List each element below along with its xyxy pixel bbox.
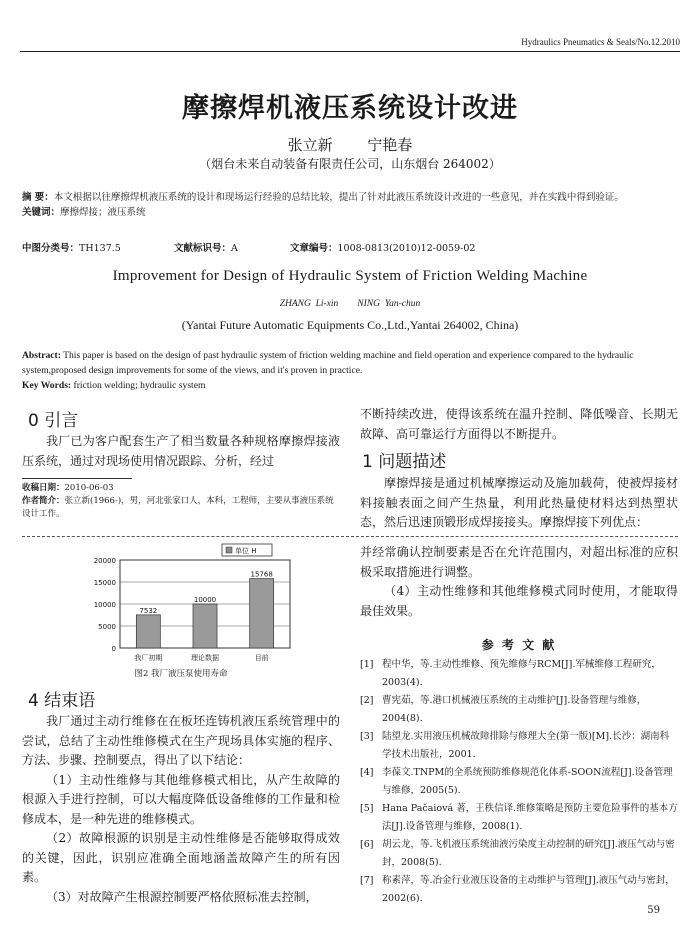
received-label: 收稿日期：: [22, 483, 65, 493]
references-list: [360, 656, 678, 908]
reference-item: [360, 764, 678, 800]
x-tick-label: 目前: [254, 654, 269, 662]
keywords-cn-label: 关键词：: [22, 207, 61, 218]
abstract-cn-text: 本文根据以往摩擦焊机液压系统的设计和现场运行经验的总结比较，提出了针对此液压系统设计改进的一些意见，并在实践中得到验证。: [53, 192, 624, 203]
x-tick-label: 理论数据: [191, 654, 219, 662]
reference-item: [360, 728, 678, 764]
classification-value: TH137.5: [79, 243, 121, 254]
section0-heading: 0 引言: [28, 411, 79, 431]
section1-para: 摩擦焊接是通过机械摩擦运动及施加载荷，使被焊接材料接触表面之间产生热量，利用此热量使材料达到热塑状态，然后迅速顶锻形成焊接接头。摩擦焊接下列优点：: [360, 476, 678, 529]
header-rule: [20, 51, 680, 52]
reference-text: 曹宪茹，等.港口机械液压系统的主动维护[J].设备管理与维修，2004(8).: [382, 695, 647, 724]
chart-figure: [80, 542, 300, 682]
bar: [250, 579, 274, 648]
abstract-cn: [22, 190, 678, 220]
chart-caption: 图2 我厂液压泵使用寿命: [134, 669, 228, 679]
paper-title: 摩擦焊机液压系统设计改进: [182, 93, 518, 124]
abstract-en-text: This paper is based on the design of past hydraulic system of friction welding machine and field operation and experience compared to the hydraulic system,proposed design improvements for some of the views, and it's proven in practice.: [22, 350, 634, 376]
reference-number: [5]: [360, 803, 374, 814]
y-tick-label: 20000: [93, 557, 116, 565]
reference-number: [3]: [360, 731, 374, 742]
author-bio-label: 作者简介：: [22, 496, 65, 506]
y-tick-label: 10000: [93, 601, 116, 609]
y-tick-label: 15000: [93, 579, 116, 587]
references-heading: 参 考 文 献: [481, 638, 557, 652]
keywords-cn-text: 摩擦焊接；液压系统: [60, 207, 146, 218]
right-lower-para-1: 并经常确认控制要素是否在允许范围内，对超出标准的应积极采取措施进行调整。: [360, 545, 678, 579]
classification-label: 中图分类号：: [22, 243, 80, 254]
author-bio-text: 张立新(1966-)，男，河北张家口人，本科，工程师，主要从事液压系统设计工作。: [22, 496, 334, 519]
legend-swatch: [226, 547, 232, 553]
right-lower-body: [360, 543, 678, 621]
abstract-en-label: Abstract:: [22, 350, 61, 361]
reference-text: 胡云龙，等.飞机液压系统油液污染度主动控制的研究[J].液压气动与密封，2008(5).: [382, 839, 675, 868]
reference-item: [360, 836, 678, 872]
reference-text: 李葆文.TNPM的全系统预防维修规范化体系-SOON流程[J].设备管理与维修，2005(5).: [382, 767, 673, 796]
x-tick-label: 我厂初期: [134, 654, 163, 662]
english-title: Improvement for Design of Hydraulic System of Friction Welding Machine: [112, 268, 588, 284]
doc-code-label: 文献标识号：: [174, 243, 232, 254]
section0-para: 我厂已为客户配套生产了相当数量各种规格摩擦焊接液压系统，通过对现场使用情况跟踪、分析，经过: [22, 434, 340, 468]
reference-number: [7]: [360, 875, 374, 886]
section1-heading: 1 问题描述: [362, 452, 447, 472]
y-tick-label: 0: [111, 645, 116, 653]
reference-number: [6]: [360, 839, 374, 850]
section4-heading: 4 结束语: [28, 691, 96, 711]
reference-item: [360, 656, 678, 692]
reference-text: 陆望龙.实用液压机械故障排除与修理大全(第一版)[M].长沙：湖南科学技术出版社，2001.: [382, 731, 670, 760]
english-affiliation: (Yantai Future Automatic Equipments Co.,Ltd.,Yantai 264002, China): [181, 318, 519, 332]
reference-item: [360, 872, 678, 908]
article-no-label: 文章编号：: [290, 243, 338, 254]
bar-chart: [80, 542, 300, 682]
keywords-en-text: friction welding; hydraulic system: [73, 380, 206, 391]
reference-item: [360, 800, 678, 836]
journal-header: Hydraulics Pneumatics & Seals/No.12.2010: [521, 37, 680, 47]
reference-text: 程中华，等.主动性维修、预先维修与RCM[J].军械维修工程研究，2003(4).: [382, 659, 661, 688]
authors: 张立新 宁艳春: [287, 136, 413, 154]
bar-value-label: 10000: [193, 596, 217, 604]
affiliation: （烟台未来自动装备有限责任公司，山东烟台 264002）: [199, 157, 501, 171]
keywords-en-label: Key Words:: [22, 380, 72, 391]
y-tick-label: 5000: [98, 623, 116, 631]
page-divider: [22, 536, 678, 537]
reference-number: [2]: [360, 695, 374, 706]
section4-para-2: （1）主动性维修与其他维修模式相比，从产生故障的根源入手进行控制，可以大幅度降低设备维修的工作量和检修成本，是一种先进的维修模式。: [22, 772, 340, 826]
footnotes: [22, 482, 340, 521]
section4-body: [22, 712, 340, 907]
bar: [193, 604, 217, 648]
doc-code-value: A: [231, 243, 238, 254]
footnote-rule: [22, 478, 132, 479]
reference-number: [1]: [360, 659, 374, 670]
right-lower-para-2: （4）主动性维修和其他维修模式同时使用，才能取得最佳效果。: [360, 584, 678, 618]
abstract-cn-label: 摘 要：: [22, 192, 54, 203]
section4-para-3: （2）故障根源的识别是主动性维修是否能够取得成效的关键，因此，识别应准确全面地涵盖故障产生的所有因素。: [22, 831, 340, 884]
reference-text: 称素萍，等.冶金行业液压设备的主动维护与管理[J].液压气动与密封，2002(6).: [382, 875, 675, 904]
abstract-en: [22, 348, 678, 393]
page-number: 59: [647, 905, 660, 916]
bar: [136, 615, 160, 648]
bar-value-label: 7532: [139, 606, 158, 615]
section4-para-4: （3）对故障产生根源控制要严格依照标准去控制，: [46, 889, 318, 904]
english-authors: ZHANG Li-xin NING Yan-chun: [279, 299, 421, 309]
legend-label: 单位 H: [235, 547, 257, 555]
reference-item: [360, 692, 678, 728]
article-no-value: 1008-0813(2010)12-0059-02: [337, 243, 476, 254]
bar-value-label: 15768: [250, 570, 273, 579]
reference-text: Hana Pačaiová 著，王秩信译.维修策略是预防主要危险事件的基本方法[J].设备管理与维修，2008(1).: [382, 803, 678, 832]
received-value: 2010-06-03: [64, 483, 114, 493]
right-top-para: 不断持续改进，使得该系统在温升控制、降低噪音、长期无故障、高可靠运行方面得以不断提升。: [360, 407, 678, 441]
section4-para-1: 我厂通过主动行维修在在板坯连铸机液压系统管理中的尝试，总结了主动性维修模式在生产现场具体实施的程序、方法、步骤、控制要点，得出了以下结论：: [22, 714, 340, 767]
reference-number: [4]: [360, 767, 374, 778]
